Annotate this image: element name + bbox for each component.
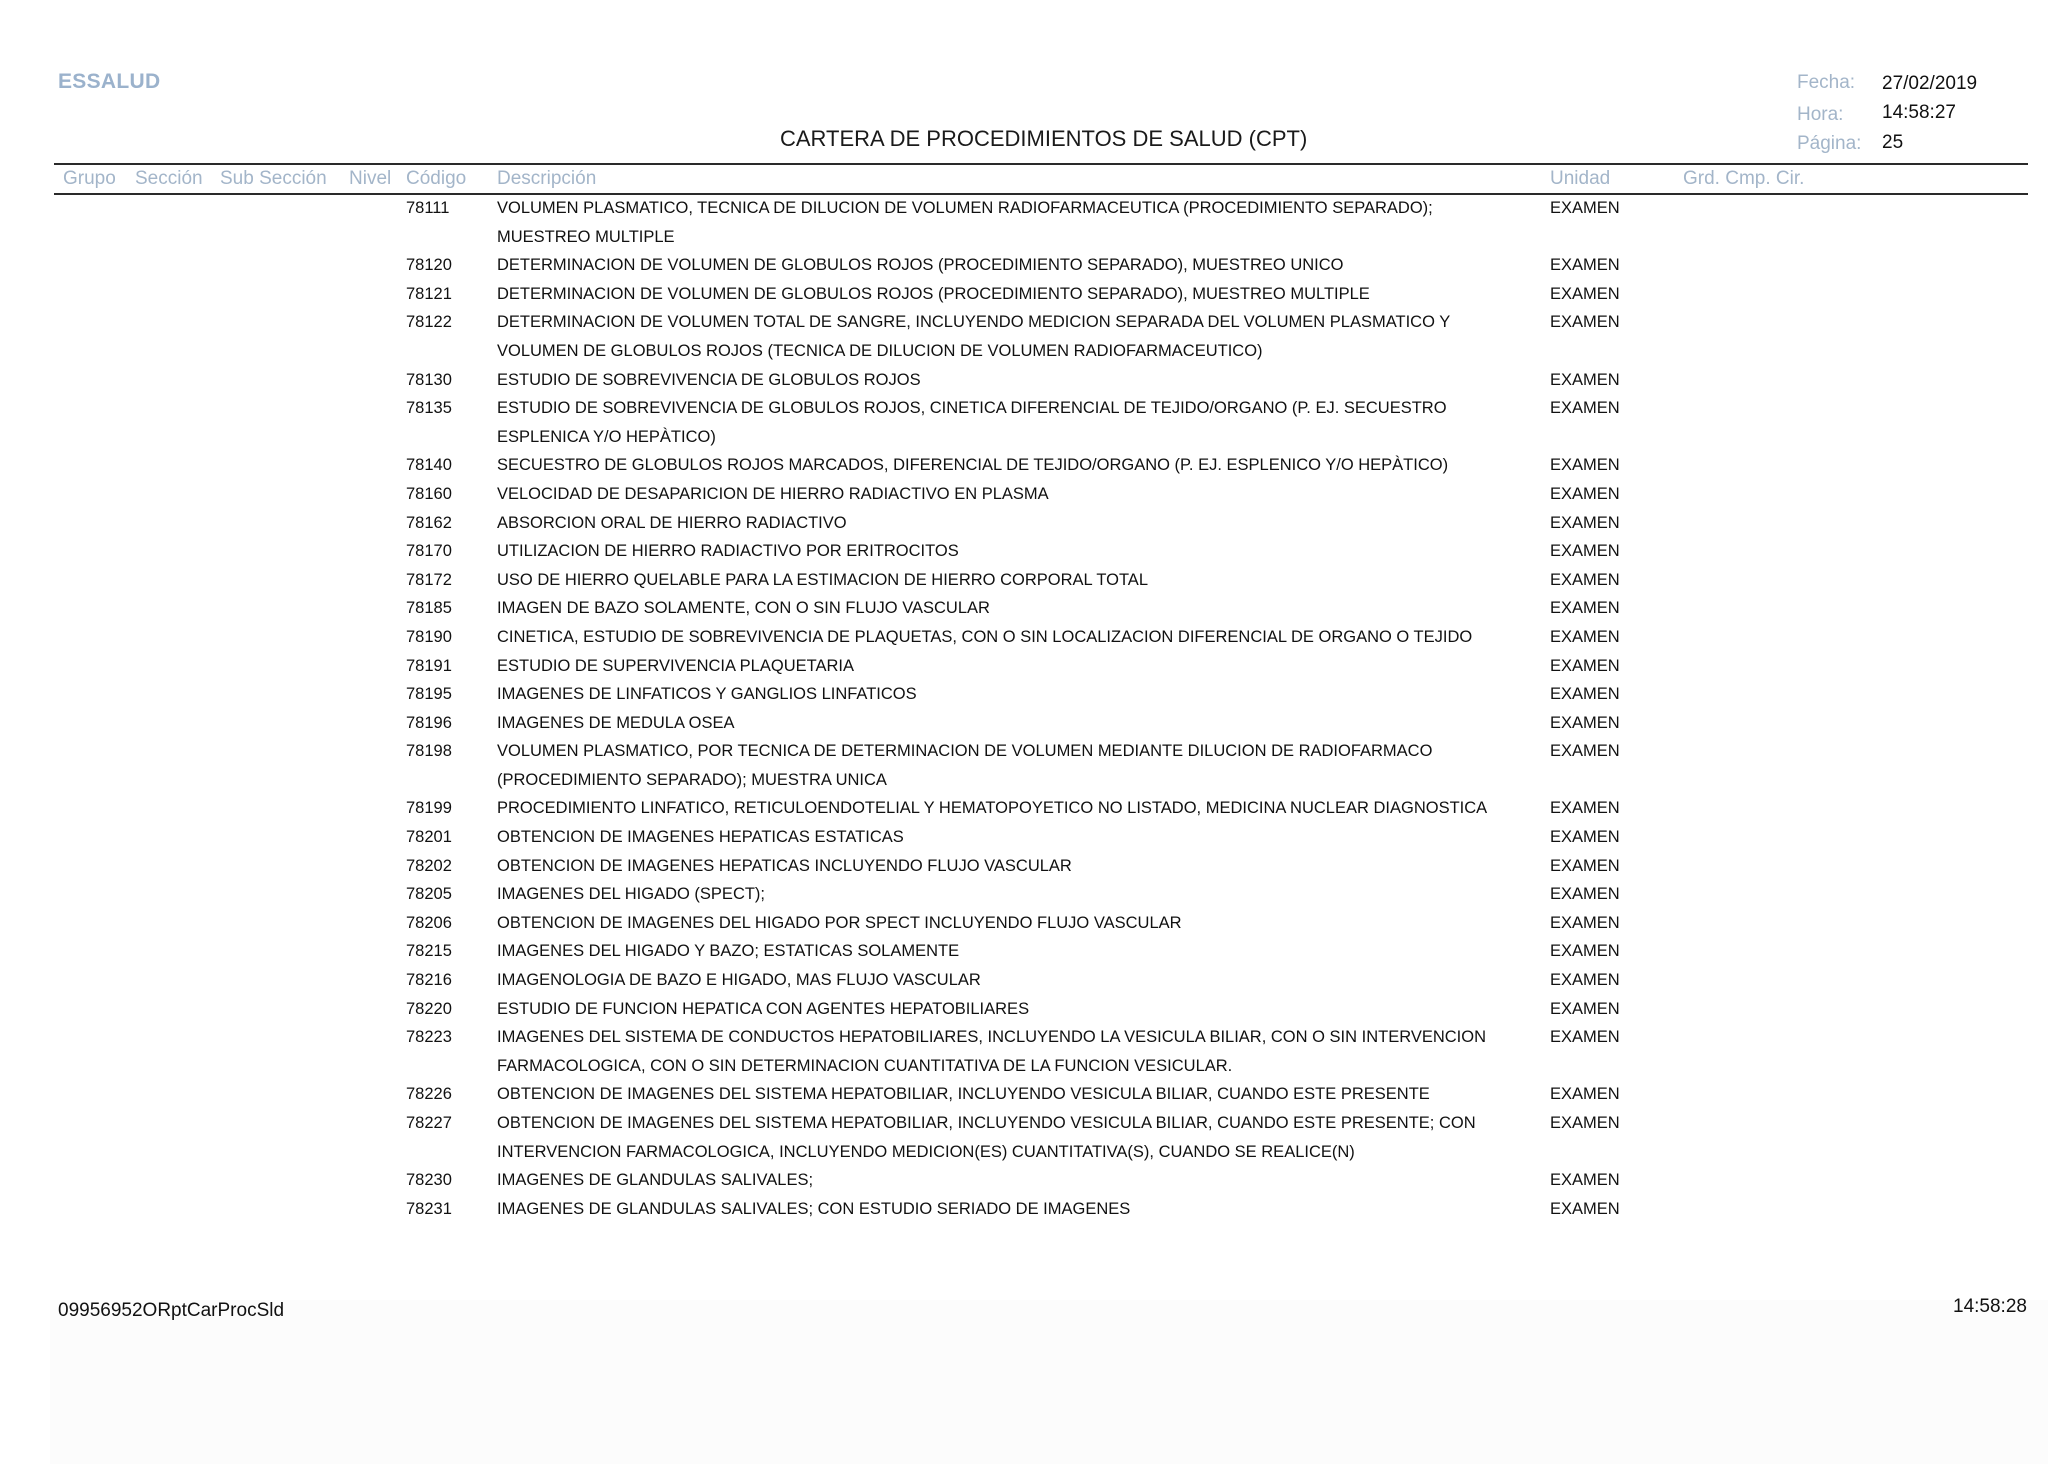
procedure-description: ESTUDIO DE SOBREVIVENCIA DE GLOBULOS ROJOS: [497, 370, 921, 389]
procedure-code: 78120: [406, 256, 452, 275]
table-row: [0, 852, 2048, 881]
procedure-code: 78199: [406, 799, 452, 818]
procedure-code: 78216: [406, 971, 452, 990]
report-id: 09956952ORptCarProcSld: [58, 1300, 285, 1321]
procedure-code: 78196: [406, 713, 452, 732]
procedure-description: OBTENCION DE IMAGENES DEL HIGADO POR SPECT INCLUYENDO FLUJO VASCULAR: [497, 913, 1182, 932]
procedure-code: 78202: [406, 856, 452, 875]
pagina-label: Página:: [1797, 133, 1862, 154]
procedure-code: 78170: [406, 542, 452, 561]
table-row: [0, 1080, 2048, 1109]
procedure-code: 78227: [406, 1114, 452, 1132]
header-top-rule: [54, 163, 2028, 165]
table-row: [0, 308, 2048, 365]
column-header-grd-cmp-cir: Grd. Cmp. Cir.: [1683, 168, 1805, 189]
procedure-description: IMAGEN DE BAZO SOLAMENTE, CON O SIN FLUJO VASCULAR: [497, 599, 990, 618]
procedure-code: 78201: [406, 828, 452, 847]
procedure-code: 78205: [406, 885, 452, 904]
procedure-code: 78191: [406, 656, 452, 675]
column-header-nivel: Nivel: [349, 168, 392, 189]
procedure-unit: EXAMEN: [1550, 199, 1620, 217]
procedure-unit: EXAMEN: [1550, 828, 1620, 847]
hora-label: Hora:: [1797, 104, 1844, 125]
procedure-unit: EXAMEN: [1550, 513, 1620, 532]
procedure-description: IMAGENOLOGIA DE BAZO E HIGADO, MAS FLUJO VASCULAR: [497, 971, 981, 990]
hora-value: 14:58:27: [1882, 102, 1956, 123]
procedure-code: 78130: [406, 370, 452, 389]
table-row: [0, 937, 2048, 966]
procedure-code: 78111: [406, 199, 450, 217]
procedure-description: DETERMINACION DE VOLUMEN DE GLOBULOS ROJOS (PROCEDIMIENTO SEPARADO), MUESTREO UNICO: [497, 256, 1344, 275]
table-row: [0, 966, 2048, 995]
procedure-code: 78162: [406, 513, 452, 532]
column-header-grupo: Grupo: [63, 168, 116, 189]
procedure-unit: EXAMEN: [1550, 942, 1620, 961]
procedure-unit: EXAMEN: [1550, 1199, 1620, 1218]
report-title: CARTERA DE PROCEDIMIENTOS DE SALUD (CPT): [780, 126, 1308, 151]
procedure-code: 78226: [406, 1085, 452, 1104]
procedure-code: 78135: [406, 399, 452, 418]
procedure-unit: EXAMEN: [1550, 627, 1620, 646]
table-row: [0, 594, 2048, 623]
table-row: [0, 1109, 2048, 1166]
procedure-unit: EXAMEN: [1550, 284, 1620, 303]
procedure-description: VELOCIDAD DE DESAPARICION DE HIERRO RADIACTIVO EN PLASMA: [497, 484, 1049, 503]
column-header-codigo: Código: [406, 168, 467, 189]
table-row: [0, 1166, 2048, 1195]
table-row: [0, 623, 2048, 652]
procedure-code: 78231: [406, 1199, 452, 1218]
procedure-description: OBTENCION DE IMAGENES DEL SISTEMA HEPATOBILIAR, INCLUYENDO VESICULA BILIAR, CUANDO ESTE PRESENTE; CON INTERVENCION FARMACOLOGICA, INCLUYENDO MEDICION(ES) CUANTITATIVA(S), CUANDO SE REALICE(N): [497, 1114, 1476, 1161]
procedure-code: 78230: [406, 1171, 452, 1190]
procedure-description: DETERMINACION DE VOLUMEN DE GLOBULOS ROJOS (PROCEDIMIENTO SEPARADO), MUESTREO MULTIPLE: [497, 284, 1370, 303]
procedure-unit: EXAMEN: [1550, 713, 1620, 732]
procedure-description: PROCEDIMIENTO LINFATICO, RETICULOENDOTELIAL Y HEMATOPOYETICO NO LISTADO, MEDICINA NUCLEAR DIAGNOSTICA: [497, 799, 1488, 818]
table-row: [0, 909, 2048, 938]
procedure-code: 78172: [406, 570, 452, 589]
procedure-code: 78206: [406, 913, 452, 932]
table-row: [0, 823, 2048, 852]
procedure-code: 78215: [406, 942, 452, 961]
procedure-unit: EXAMEN: [1550, 656, 1620, 675]
table-row: [0, 480, 2048, 509]
procedure-description: USO DE HIERRO QUELABLE PARA LA ESTIMACION DE HIERRO CORPORAL TOTAL: [497, 570, 1148, 589]
table-row: [0, 194, 2048, 251]
procedure-unit: EXAMEN: [1550, 685, 1620, 704]
fecha-value: 27/02/2019: [1882, 73, 1978, 94]
table-row: [0, 566, 2048, 595]
procedure-unit: EXAMEN: [1550, 570, 1620, 589]
procedure-description: UTILIZACION DE HIERRO RADIACTIVO POR ERITROCITOS: [497, 542, 959, 561]
procedure-unit: EXAMEN: [1550, 1085, 1620, 1104]
table-row: [0, 995, 2048, 1024]
page-background-band: [50, 1300, 2048, 1464]
procedure-code: 78195: [406, 685, 452, 704]
procedure-unit: EXAMEN: [1550, 370, 1620, 389]
procedure-unit: EXAMEN: [1550, 256, 1620, 275]
procedure-description: OBTENCION DE IMAGENES HEPATICAS ESTATICAS: [497, 828, 904, 847]
procedure-unit: EXAMEN: [1550, 1114, 1620, 1132]
procedure-description: OBTENCION DE IMAGENES HEPATICAS INCLUYENDO FLUJO VASCULAR: [497, 856, 1072, 875]
table-row: [0, 737, 2048, 794]
procedure-unit: EXAMEN: [1550, 999, 1620, 1018]
fecha-label: Fecha:: [1797, 72, 1856, 93]
procedure-unit: EXAMEN: [1550, 799, 1620, 818]
procedure-description: VOLUMEN PLASMATICO, POR TECNICA DE DETERMINACION DE VOLUMEN MEDIANTE DILUCION DE RADIOFARMACO (PROCEDIMIENTO SEPARADO); MUESTRA UNICA: [497, 742, 1433, 789]
procedure-unit: EXAMEN: [1550, 484, 1620, 503]
table-row: [0, 509, 2048, 538]
procedure-code: 78160: [406, 484, 452, 503]
procedure-description: VOLUMEN PLASMATICO, TECNICA DE DILUCION DE VOLUMEN RADIOFARMACEUTICA (PROCEDIMIENTO SEPARADO); MUESTREO MULTIPLE: [497, 199, 1433, 246]
procedure-unit: EXAMEN: [1550, 399, 1620, 418]
procedure-description: IMAGENES DEL HIGADO Y BAZO; ESTATICAS SOLAMENTE: [497, 942, 960, 961]
procedure-code: 78140: [406, 456, 452, 475]
table-row: [0, 709, 2048, 738]
procedure-description: SECUESTRO DE GLOBULOS ROJOS MARCADOS, DIFERENCIAL DE TEJIDO/ORGANO (P. EJ. ESPLENICO Y/O HEPÀTICO): [497, 456, 1449, 475]
footer-time: 14:58:28: [1953, 1296, 2027, 1317]
procedures-table-body: [0, 194, 2048, 1223]
procedure-description: CINETICA, ESTUDIO DE SOBREVIVENCIA DE PLAQUETAS, CON O SIN LOCALIZACION DIFERENCIAL DE ORGANO O TEJIDO: [497, 627, 1473, 646]
procedure-unit: EXAMEN: [1550, 913, 1620, 932]
table-row: [0, 1023, 2048, 1080]
procedure-description: IMAGENES DE LINFATICOS Y GANGLIOS LINFATICOS: [497, 685, 917, 704]
procedure-code: 78122: [406, 313, 452, 332]
procedure-code: 78198: [406, 742, 452, 761]
procedure-unit: EXAMEN: [1550, 542, 1620, 561]
procedure-description: IMAGENES DEL SISTEMA DE CONDUCTOS HEPATOBILIARES, INCLUYENDO LA VESICULA BILIAR, CON O SIN INTERVENCION FARMACOLOGICA, CON O SIN DETERMINACION CUANTITATIVA DE LA FUNCION VESICULAR.: [497, 1028, 1487, 1075]
procedure-unit: EXAMEN: [1550, 742, 1620, 761]
procedure-description: IMAGENES DEL HIGADO (SPECT);: [497, 885, 766, 904]
column-header-unidad: Unidad: [1550, 168, 1611, 189]
procedure-description: IMAGENES DE GLANDULAS SALIVALES; CON ESTUDIO SERIADO DE IMAGENES: [497, 1199, 1131, 1218]
procedure-description: ESTUDIO DE SUPERVIVENCIA PLAQUETARIA: [497, 656, 854, 675]
table-row: [0, 794, 2048, 823]
table-row: [0, 251, 2048, 280]
table-row: [0, 1195, 2048, 1224]
procedure-description: IMAGENES DE GLANDULAS SALIVALES;: [497, 1171, 814, 1190]
procedure-unit: EXAMEN: [1550, 599, 1620, 618]
table-row: [0, 537, 2048, 566]
table-row: [0, 366, 2048, 395]
procedure-code: 78121: [406, 284, 452, 303]
procedure-unit: EXAMEN: [1550, 313, 1620, 332]
procedure-description: ESTUDIO DE FUNCION HEPATICA CON AGENTES HEPATOBILIARES: [497, 999, 1030, 1018]
procedure-description: DETERMINACION DE VOLUMEN TOTAL DE SANGRE, INCLUYENDO MEDICION SEPARADA DEL VOLUMEN PLASMATICO Y VOLUMEN DE GLOBULOS ROJOS (TECNICA DE DILUCION DE VOLUMEN RADIOFARMACEUTICO): [497, 313, 1450, 360]
table-row: [0, 394, 2048, 451]
table-row: [0, 280, 2048, 309]
procedure-unit: EXAMEN: [1550, 1028, 1620, 1047]
pagina-value: 25: [1882, 132, 1904, 153]
procedure-description: ABSORCION ORAL DE HIERRO RADIACTIVO: [497, 513, 847, 532]
column-header-sub-seccion: Sub Sección: [220, 168, 327, 189]
procedure-code: 78223: [406, 1028, 452, 1047]
procedure-description: OBTENCION DE IMAGENES DEL SISTEMA HEPATOBILIAR, INCLUYENDO VESICULA BILIAR, CUANDO ESTE PRESENTE: [497, 1085, 1430, 1104]
column-header-seccion: Sección: [135, 168, 203, 189]
procedure-unit: EXAMEN: [1550, 856, 1620, 875]
table-row: [0, 880, 2048, 909]
column-header-descripcion: Descripción: [497, 168, 597, 189]
table-row: [0, 451, 2048, 480]
procedure-code: 78185: [406, 599, 452, 618]
procedure-code: 78190: [406, 627, 452, 646]
procedure-code: 78220: [406, 999, 452, 1018]
procedure-unit: EXAMEN: [1550, 456, 1620, 475]
procedure-description: IMAGENES DE MEDULA OSEA: [497, 713, 735, 732]
organization-name: ESSALUD: [58, 70, 161, 93]
procedure-unit: EXAMEN: [1550, 1171, 1620, 1190]
procedure-description: ESTUDIO DE SOBREVIVENCIA DE GLOBULOS ROJOS, CINETICA DIFERENCIAL DE TEJIDO/ORGANO (P. EJ. SECUESTRO ESPLENICA Y/O HEPÀTICO): [497, 399, 1447, 446]
table-row: [0, 680, 2048, 709]
procedure-unit: EXAMEN: [1550, 971, 1620, 990]
procedure-unit: EXAMEN: [1550, 885, 1620, 904]
table-row: [0, 652, 2048, 681]
